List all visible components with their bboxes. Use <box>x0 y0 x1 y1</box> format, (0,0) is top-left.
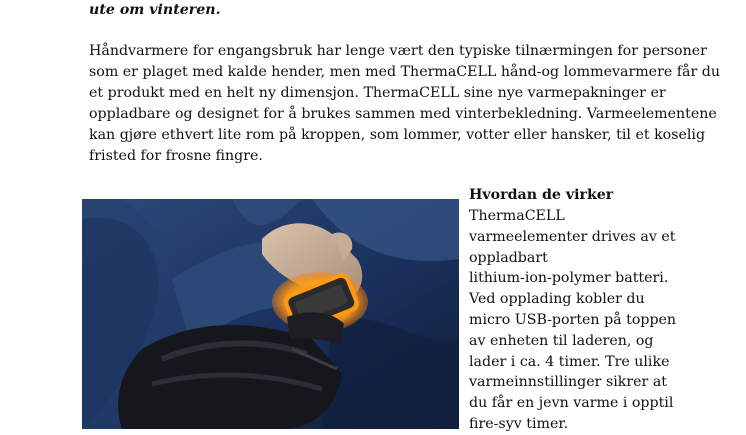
section-line: lader i ca. 4 timer. Tre ulike <box>469 353 670 370</box>
intro-line: fristed for frosne fingre. <box>89 148 263 164</box>
section-line: micro USB-porten på toppen <box>469 311 677 328</box>
intro-paragraph <box>89 41 720 167</box>
intro-line: oppladbare og designet for å brukes sammen med vinterbekledning. Varmeelementene <box>89 106 717 122</box>
intro-line: Håndvarmere for engangsbruk har lenge vært den typiske tilnærmingen for personer <box>89 43 707 59</box>
lead-line: ute om vinteren. <box>89 2 221 18</box>
intro-line: et produkt med en helt ny dimensjon. ThermaCELL sine nye varmepakninger er <box>89 85 666 101</box>
section-line: varmeinnstillinger sikrer at <box>469 374 668 391</box>
section-line: fire-syv timer. <box>469 415 569 432</box>
product-photo <box>82 199 459 429</box>
section-line: lithium-ion-polymer batteri. <box>469 270 669 287</box>
section-paragraph <box>469 206 677 435</box>
section-heading: Hvordan de virker <box>469 187 614 203</box>
section-line: ThermaCELL <box>469 208 565 224</box>
section-line: Ved opplading kobler du <box>469 291 645 308</box>
section-line: varmeelementer drives av et <box>469 228 676 245</box>
section-line: du får en jevn varme i opptil <box>469 395 674 412</box>
intro-line: som er plaget med kalde hender, men med ThermaCELL hånd-og lommevarmere får du <box>89 64 720 80</box>
intro-line: kan gjøre ethvert lite rom på kroppen, som lommer, votter eller hansker, til et koselig <box>89 127 706 143</box>
section-line: av enheten til laderen, og <box>469 332 654 349</box>
section-line: oppladbart <box>469 249 548 266</box>
